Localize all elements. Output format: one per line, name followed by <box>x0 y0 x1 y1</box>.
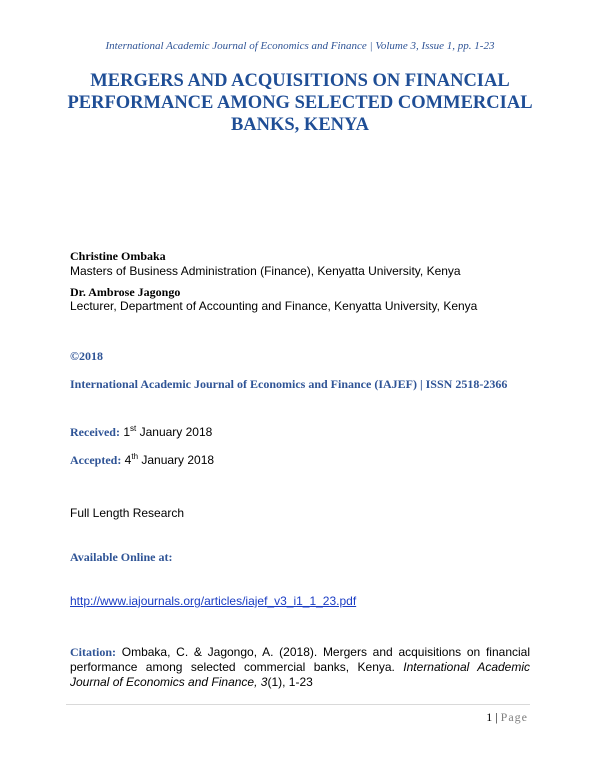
footer-separator: | <box>495 710 498 724</box>
title-line-1: MERGERS AND ACQUISITIONS ON FINANCIAL <box>90 71 510 91</box>
paper-title <box>60 70 540 136</box>
copyright: ©2018 <box>70 349 103 363</box>
accepted-date <box>70 453 214 468</box>
journal-issn: International Academic Journal of Economics and Finance (IAJEF) | ISSN 2518-2366 <box>70 377 508 391</box>
received-label: Received: <box>70 425 120 439</box>
accepted-day: 4 <box>124 453 132 467</box>
accepted-rest: January 2018 <box>141 453 215 467</box>
citation-issue: (1), 1-23 <box>267 675 313 689</box>
citation-label: Citation: <box>70 645 116 659</box>
citation-text: Ombaka, C. & Jagongo, A. (2018). Mergers and acquisitions on financial performance among selected commercial banks, Kenya. <box>70 645 530 674</box>
available-online-label: Available Online at: <box>70 550 173 564</box>
citation <box>70 645 530 690</box>
page-label: Page <box>500 710 528 724</box>
title-line-2: PERFORMANCE AMONG SELECTED COMMERCIAL <box>67 93 533 113</box>
page-number: 1 <box>486 710 493 724</box>
accepted-suffix: th <box>131 452 139 461</box>
article-url-link[interactable]: http://www.iajournals.org/articles/iajef_v3_i1_1_23.pdf <box>70 594 357 608</box>
received-date <box>70 425 212 440</box>
title-line-3: BANKS, KENYA <box>230 115 370 135</box>
author-affiliation-2: Lecturer, Department of Accounting and Finance, Kenyatta University, Kenya <box>70 299 478 313</box>
author-affiliation-1: Masters of Business Administration (Finance), Kenyatta University, Kenya <box>70 264 461 278</box>
author-name-2: Dr. Ambrose Jagongo <box>70 285 181 299</box>
citation-journal: International Academic Journal of Economics and Finance, 3 <box>70 660 530 689</box>
received-rest: January 2018 <box>139 425 213 439</box>
accepted-label: Accepted: <box>70 453 122 467</box>
received-suffix: st <box>130 424 137 433</box>
running-header: International Academic Journal of Economics and Finance | Volume 3, Issue 1, pp. 1-23 <box>105 40 495 52</box>
footer-divider <box>66 704 530 705</box>
received-day: 1 <box>123 425 131 439</box>
author-name-1: Christine Ombaka <box>70 249 166 263</box>
page-footer <box>486 710 528 725</box>
research-type: Full Length Research <box>70 506 185 520</box>
